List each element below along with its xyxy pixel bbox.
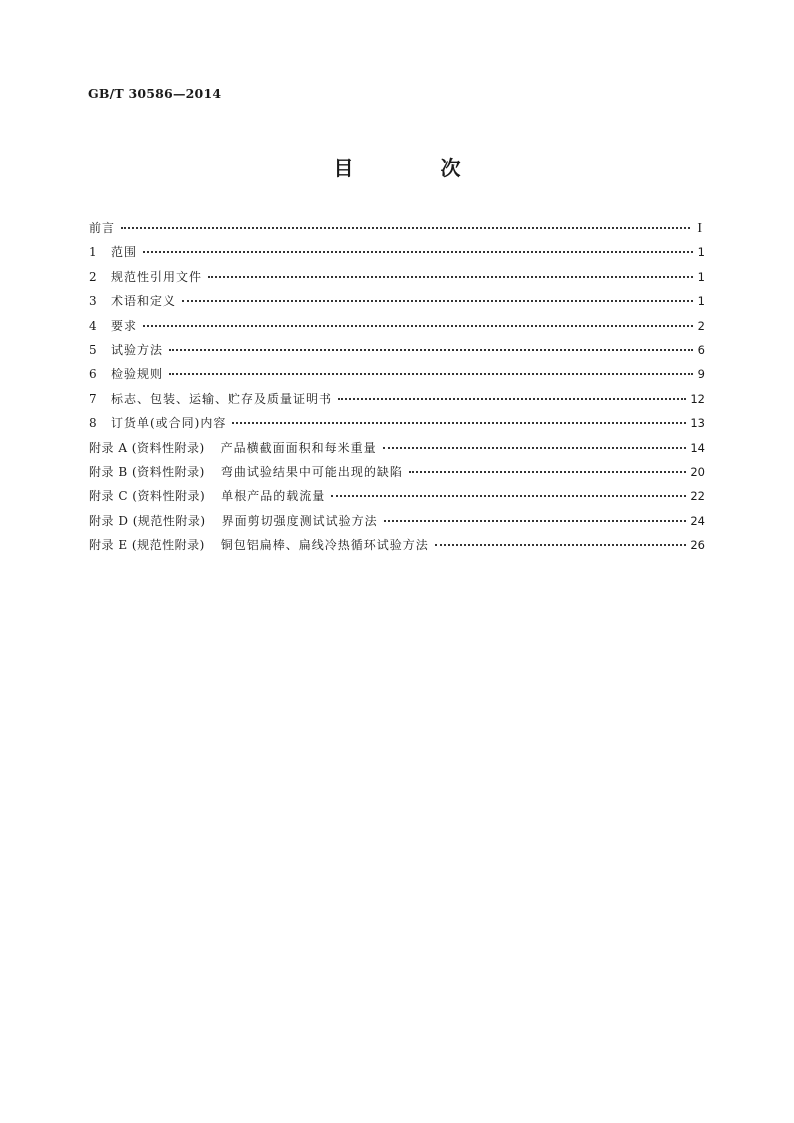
toc-entry-number: 8 [89, 416, 97, 431]
toc-entry-label: 术语和定义 [111, 294, 177, 309]
dot-leader [143, 324, 693, 327]
dot-leader [169, 372, 693, 375]
dot-leader [143, 250, 693, 253]
toc-entry-label: 试验方法 [111, 342, 164, 357]
toc-entry-label: 范围 [111, 245, 138, 260]
toc-entry-number: 7 [89, 391, 97, 406]
toc-entry-page: 14 [690, 440, 705, 455]
appendix-title: 铜包铝扁棒、扁线冷热循环试验方法 [220, 538, 429, 553]
appendix-title: 单根产品的载流量 [221, 489, 326, 504]
toc-entry-label: 检验规则 [111, 367, 164, 382]
dot-leader [169, 348, 693, 351]
toc-entry-appendix-a[interactable] [89, 436, 705, 460]
toc-entry-8[interactable] [89, 411, 705, 435]
toc-entry-7[interactable] [89, 387, 705, 411]
toc-entry-page: 24 [690, 513, 705, 528]
appendix-label: 附录 A (资料性附录) [89, 440, 205, 455]
toc-entry-page: 1 [697, 245, 705, 260]
appendix-label: 附录 D (规范性附录) [89, 513, 206, 528]
toc-entry-number: 2 [89, 269, 97, 284]
toc-entry-6[interactable] [89, 362, 705, 386]
dot-leader [338, 397, 686, 400]
appendix-label: 附录 E (规范性附录) [89, 538, 205, 553]
toc-entry-foreword[interactable] [89, 216, 705, 240]
toc-entry-page: 6 [697, 342, 705, 357]
appendix-title: 产品横截面面积和每米重量 [220, 440, 377, 455]
toc-entry-number: 3 [89, 294, 97, 309]
toc-entry-appendix-c[interactable] [89, 484, 705, 508]
toc-entry-number: 4 [89, 318, 97, 333]
toc-entry-page: I [697, 221, 702, 236]
dot-leader [383, 446, 687, 449]
table-of-contents [89, 216, 705, 557]
toc-entry-page: 26 [690, 538, 705, 553]
toc-entry-2[interactable] [89, 265, 705, 289]
appendix-label: 附录 B (资料性附录) [89, 464, 205, 479]
toc-entry-page: 1 [697, 269, 705, 284]
dot-leader [435, 543, 687, 546]
toc-entry-page: 9 [697, 367, 705, 382]
toc-entry-label: 订货单(或合同)内容 [111, 416, 227, 431]
toc-entry-page: 22 [690, 489, 705, 504]
toc-entry-1[interactable] [89, 240, 705, 264]
appendix-title: 弯曲试验结果中可能出现的缺陷 [220, 464, 403, 479]
page-title: 目 次 [333, 156, 501, 180]
toc-entry-label: 标志、包装、运输、贮存及质量证明书 [111, 391, 333, 406]
toc-entry-label: 规范性引用文件 [111, 269, 203, 284]
toc-entry-page: 20 [690, 464, 705, 479]
appendix-label: 附录 C (资料性附录) [89, 489, 206, 504]
toc-entry-3[interactable] [89, 289, 705, 313]
toc-entry-number: 1 [89, 245, 97, 260]
toc-entry-page: 13 [690, 416, 705, 431]
dot-leader [331, 494, 686, 497]
dot-leader [121, 226, 690, 229]
toc-entry-appendix-e[interactable] [89, 533, 705, 557]
toc-entry-page: 1 [697, 294, 705, 309]
dot-leader [232, 421, 686, 424]
toc-entry-4[interactable] [89, 314, 705, 338]
dot-leader [384, 519, 687, 522]
toc-entry-number: 5 [89, 342, 97, 357]
toc-entry-appendix-b[interactable] [89, 460, 705, 484]
document-code: GB/T 30586—2014 [88, 86, 222, 101]
toc-entry-number: 6 [89, 367, 97, 382]
dot-leader [409, 470, 687, 473]
appendix-title: 界面剪切强度测试试验方法 [221, 513, 378, 528]
toc-entry-page: 2 [697, 318, 705, 333]
toc-entry-label: 要求 [111, 318, 138, 333]
toc-entry-appendix-d[interactable] [89, 509, 705, 533]
toc-entry-page: 12 [690, 391, 705, 406]
dot-leader [182, 299, 693, 302]
toc-entry-label: 前言 [89, 221, 116, 235]
toc-entry-5[interactable] [89, 338, 705, 362]
dot-leader [208, 275, 693, 278]
